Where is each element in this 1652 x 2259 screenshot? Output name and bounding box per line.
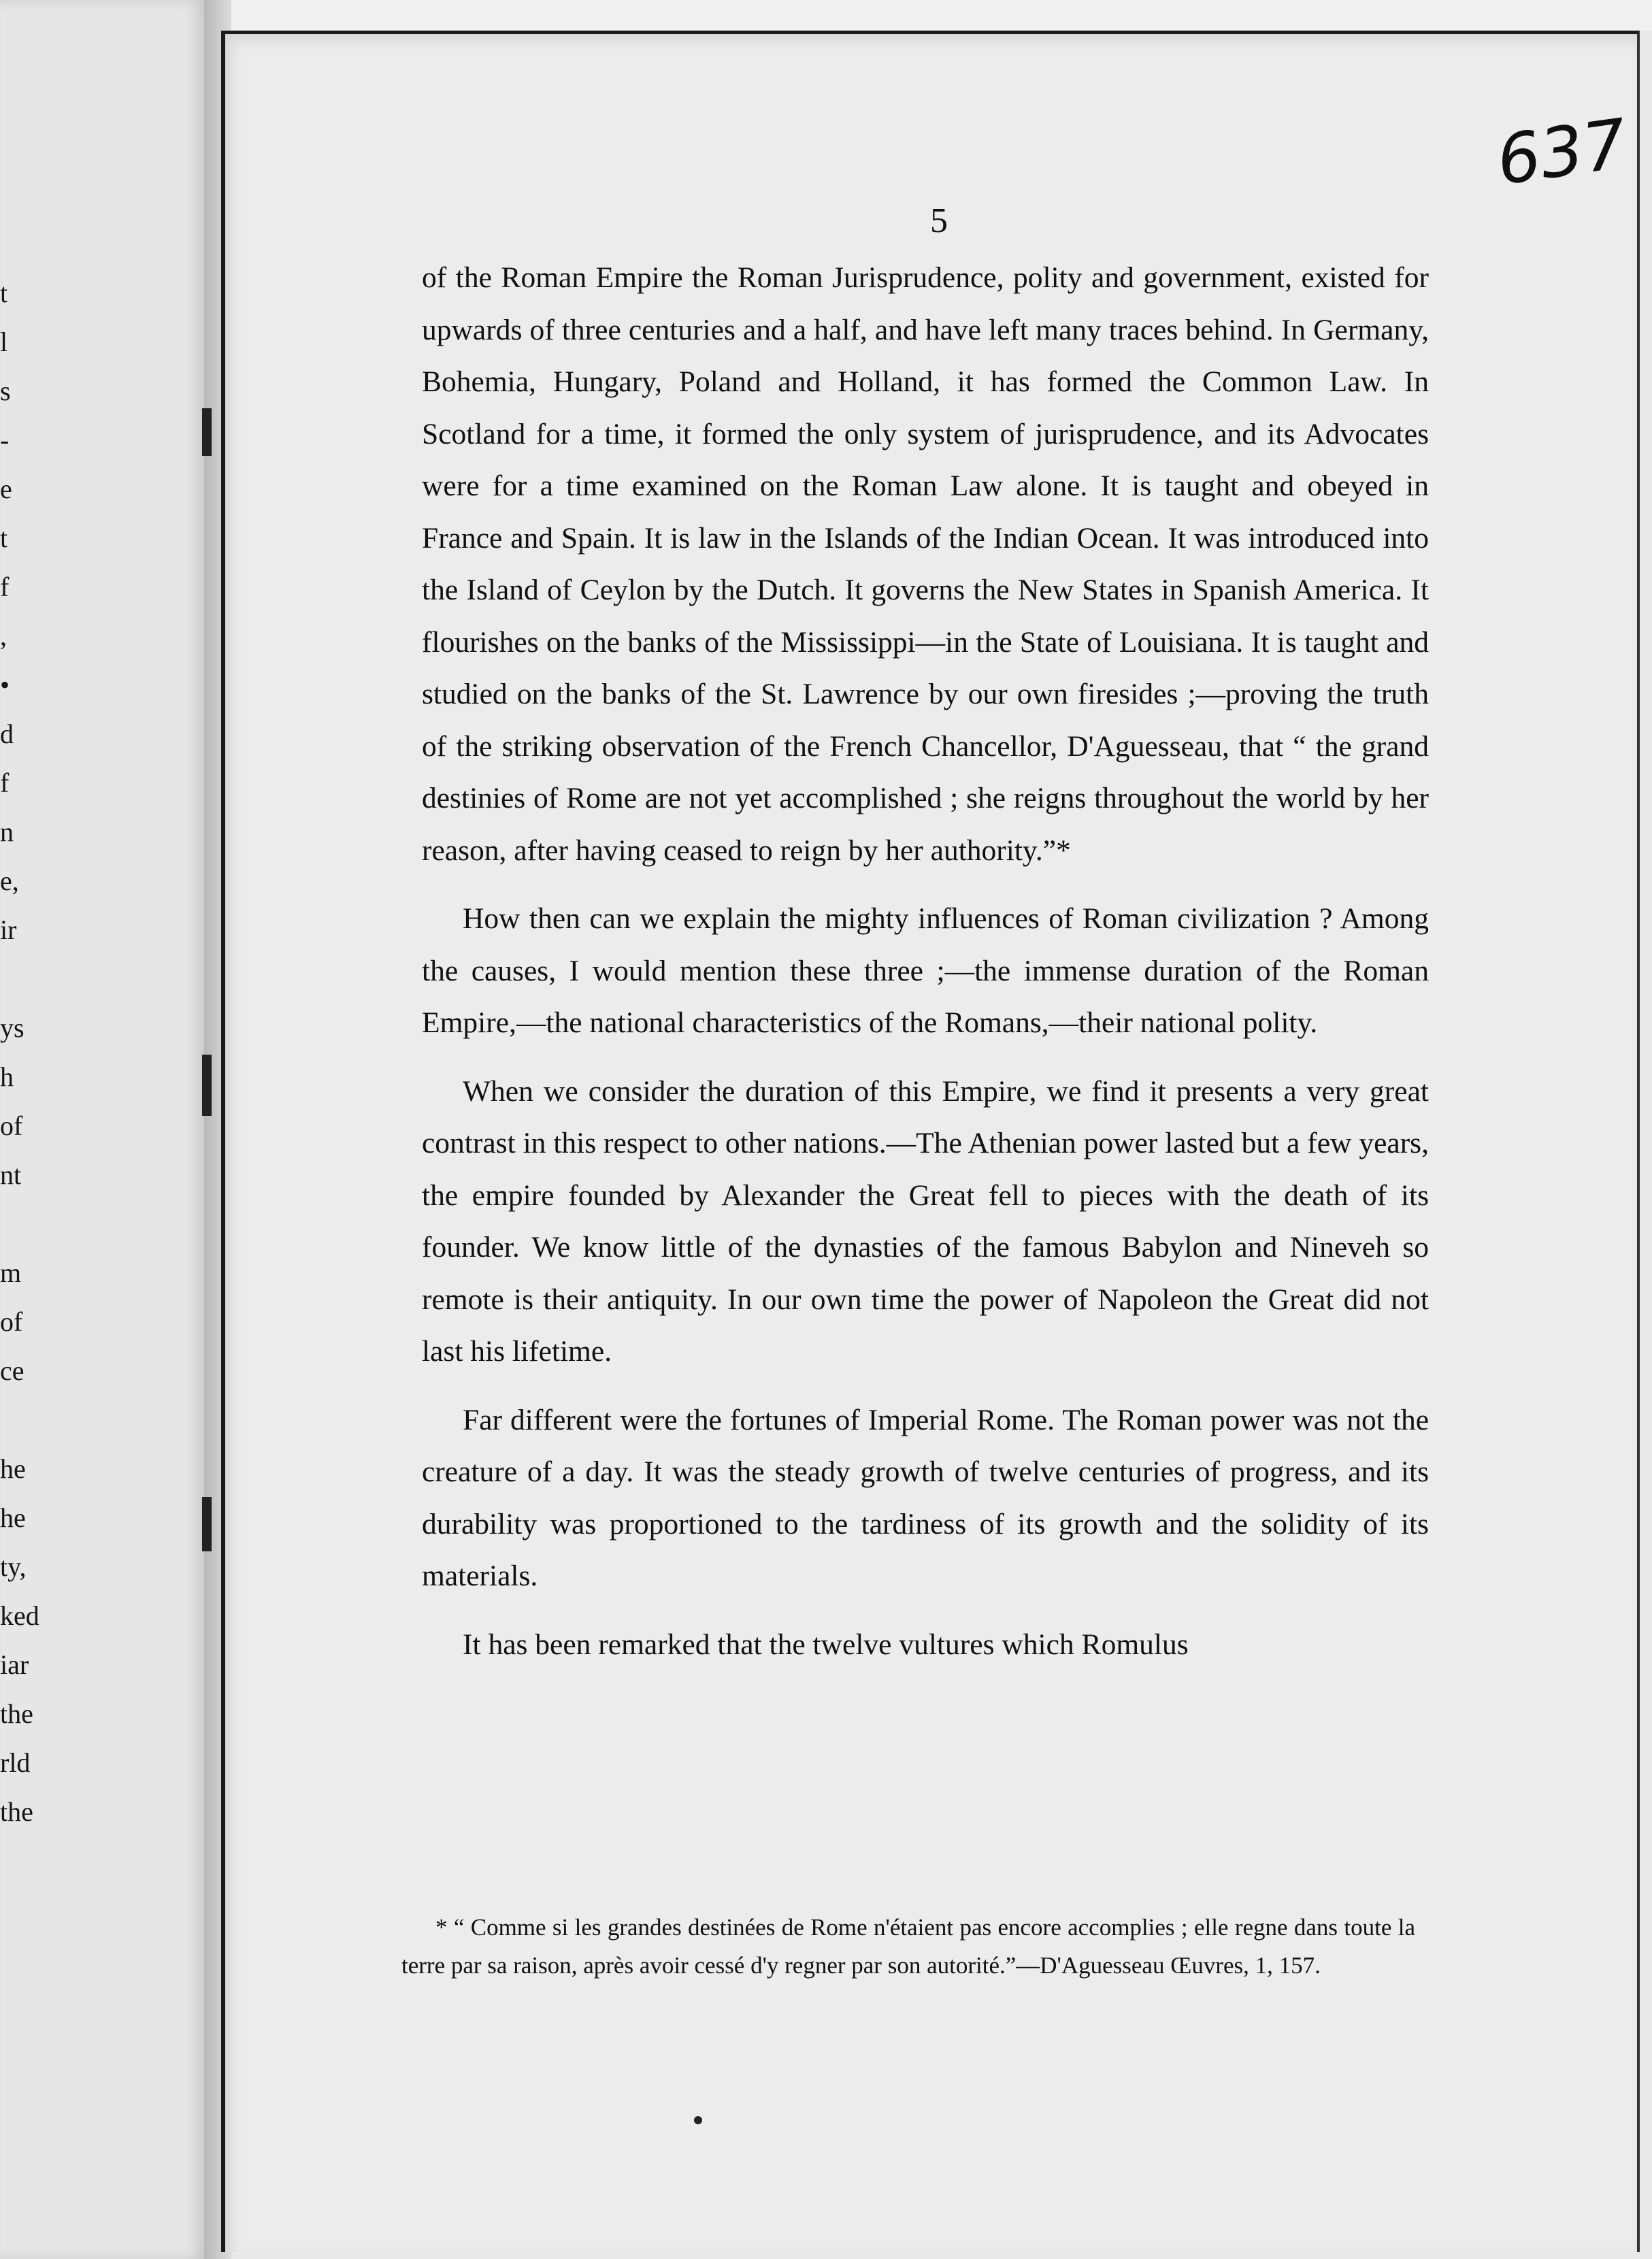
- left-page-fragment: e,: [0, 865, 19, 896]
- left-page-fragment: l: [0, 327, 8, 357]
- paragraph: When we consider the duration of this Empire, we find it presents a very great contrast in this respect to other nations.—The Athenian power lasted but a few years, the empire founded by Alexander the Great fell to pieces with the death of its founder. We know little of the dynasties of the famous Babylon and Nineveh so remote is their antiquity. In our own time the power of Napoleon the Great did not last his lifetime.: [422, 1074, 1429, 1368]
- left-page-fragment: ty,: [0, 1551, 27, 1582]
- binding-mark: [202, 1497, 212, 1551]
- left-page-fragment: f: [0, 768, 10, 798]
- left-page-fragment: the: [0, 1796, 33, 1827]
- left-page-fragment: [0, 1396, 41, 1445]
- left-page-fragment: f: [0, 572, 10, 602]
- left-page-text-fragments: [0, 269, 41, 1836]
- left-page-fragment: n: [0, 817, 14, 847]
- left-page-fragment: he: [0, 1502, 26, 1533]
- left-page-fragment: nt: [0, 1159, 22, 1190]
- left-page-fragment: of: [0, 1306, 23, 1337]
- left-page-fragment: [0, 955, 41, 1004]
- left-page-fragment: iar: [0, 1649, 29, 1680]
- left-page-fragment: ce: [0, 1355, 24, 1386]
- paragraph: It has been remarked that the twelve vultures which Romulus: [463, 1628, 1189, 1661]
- left-page-fragment: h: [0, 1061, 14, 1092]
- body-text: [422, 252, 1429, 1687]
- paragraph: of the Roman Empire the Roman Jurisprudence, polity and government, existed for upwards of three centuries and a half, and have left many traces behind. In Germany, Bohemia, Hungary, Poland and Holland, it has formed the Common Law. In Scotland for a time, it formed the only system of jurisprudence, and its Advocates were for a time examined on the Roman Law alone. It is taught and obeyed in France and Spain. It is law in the Islands of the Indian Ocean. It was introduced into the Island of Ceylon by the Dutch. It governs the New States in Spanish America. It flourishes on the banks of the Mississippi—in the State of Louisiana. It is taught and studied on the banks of the St. Lawrence by our own firesides ;—proving the truth of the striking observation of the French Chancellor, D'Aguesseau, that “ the grand destinies of Rome are not yet accomplished ; she reigns throughout the world by her reason, after having ceased to reign by her authority.”*: [422, 261, 1429, 867]
- left-page-fragment: ,: [0, 621, 7, 651]
- handwritten-page-annotation: 637: [1491, 103, 1632, 201]
- left-page-fragment: [0, 1200, 41, 1249]
- left-page-fragment: •: [0, 670, 10, 700]
- left-page-fragment: rld: [0, 1747, 31, 1778]
- page-number: 5: [930, 201, 948, 240]
- left-page-fragment: e: [0, 474, 12, 504]
- left-page-fragment: -: [0, 425, 10, 455]
- left-page-fragment: ir: [0, 914, 17, 945]
- left-page-fragment: t: [0, 278, 8, 308]
- binding-mark: [202, 1055, 212, 1116]
- paragraph: Far different were the fortunes of Imperial Rome. The Roman power was not the creature of a day. It was the steady growth of twelve centuries of progress, and its durability was proportioned to the tardiness of its growth and the solidity of its materials.: [422, 1403, 1429, 1592]
- left-page-fragment: d: [0, 719, 14, 749]
- ink-dot: [694, 2116, 702, 2124]
- left-page-fragment: the: [0, 1698, 33, 1729]
- left-page-fragment: ys: [0, 1012, 24, 1043]
- left-page-fragment: he: [0, 1453, 26, 1484]
- left-page-fragment: s: [0, 376, 11, 406]
- left-page-fragment: of: [0, 1110, 23, 1141]
- binding-mark: [202, 408, 212, 456]
- left-page-fragment: m: [0, 1257, 22, 1288]
- left-facing-page: [0, 0, 207, 2259]
- left-page-fragment: t: [0, 523, 8, 553]
- left-page-fragment: ked: [0, 1600, 39, 1631]
- footnote: * “ Comme si les grandes destinées de Rome n'étaient pas encore accomplies ; elle regne dans toute la terre par sa raison, après avoir cessé d'y regner par son autorité.”—D'Aguesseau Œuvres, 1, 157.: [401, 1914, 1415, 1979]
- scan-top-edge: [0, 0, 1652, 31]
- paragraph: How then can we explain the mighty influences of Roman civilization ? Among the causes, I would mention these three ;—the immense duration of the Roman Empire,—the national characteristics of the Romans,—their national polity.: [422, 902, 1429, 1039]
